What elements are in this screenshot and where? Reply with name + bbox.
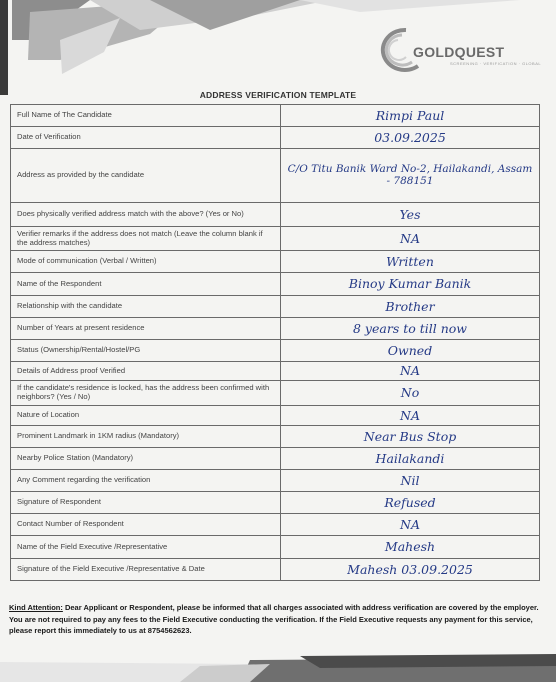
- field-value: Mahesh: [281, 536, 540, 559]
- table-row: [11, 406, 540, 426]
- table-row: [11, 251, 540, 273]
- field-value: Refused: [281, 492, 540, 514]
- field-label: If the candidate's residence is locked, has the address been confirmed with neighbors? (Yes / No): [11, 381, 281, 406]
- field-value: C/O Titu Banik Ward No-2, Hailakandi, Assam - 788151: [281, 149, 540, 203]
- field-value: NA: [281, 362, 540, 381]
- table-row: [11, 470, 540, 492]
- field-label: Signature of the Field Executive /Representative & Date: [11, 559, 281, 581]
- field-value: NA: [281, 227, 540, 251]
- field-label: Verifier remarks if the address does not match (Leave the column blank if the address matches): [11, 227, 281, 251]
- notice-lead: Kind Attention:: [9, 603, 63, 612]
- field-value: Written: [281, 251, 540, 273]
- field-label: Date of Verification: [11, 127, 281, 149]
- field-label: Name of the Respondent: [11, 273, 281, 296]
- field-value: No: [281, 381, 540, 406]
- table-row: [11, 296, 540, 318]
- kind-attention-notice: [9, 602, 547, 637]
- field-value: Mahesh 03.09.2025: [281, 559, 540, 581]
- document-title: ADDRESS VERIFICATION TEMPLATE: [199, 90, 357, 100]
- table-row: [11, 273, 540, 296]
- field-label: Signature of Respondent: [11, 492, 281, 514]
- table-row: [11, 448, 540, 470]
- field-value: 8 years to till now: [281, 318, 540, 340]
- verification-form-table: [10, 104, 540, 581]
- footer-decorative-band: [0, 652, 556, 682]
- field-label: Contact Number of Respondent: [11, 514, 281, 536]
- field-value: Rimpi Paul: [281, 105, 540, 127]
- field-label: Does physically verified address match with the above? (Yes or No): [11, 203, 281, 227]
- field-label: Prominent Landmark in 1KM radius (Mandatory): [11, 426, 281, 448]
- field-value: Nil: [281, 470, 540, 492]
- field-label: Nature of Location: [11, 406, 281, 426]
- field-value: 03.09.2025: [281, 127, 540, 149]
- logo-text: GOLDQUEST: [413, 44, 505, 60]
- field-value: Yes: [281, 203, 540, 227]
- table-row: [11, 514, 540, 536]
- field-label: Number of Years at present residence: [11, 318, 281, 340]
- table-row: [11, 340, 540, 362]
- field-value: NA: [281, 514, 540, 536]
- table-row: [11, 149, 540, 203]
- field-value: Binoy Kumar Banik: [281, 273, 540, 296]
- field-label: Full Name of The Candidate: [11, 105, 281, 127]
- field-label: Name of the Field Executive /Representative: [11, 536, 281, 559]
- field-label: Address as provided by the candidate: [11, 149, 281, 203]
- field-label: Any Comment regarding the verification: [11, 470, 281, 492]
- field-value: Hailakandi: [281, 448, 540, 470]
- field-label: Nearby Police Station (Mandatory): [11, 448, 281, 470]
- table-row: [11, 105, 540, 127]
- table-row: [11, 492, 540, 514]
- table-row: [11, 203, 540, 227]
- table-row: [11, 536, 540, 559]
- field-value: NA: [281, 406, 540, 426]
- table-row: [11, 318, 540, 340]
- table-row: [11, 362, 540, 381]
- field-label: Details of Address proof Verified: [11, 362, 281, 381]
- table-row: [11, 559, 540, 581]
- table-row: [11, 127, 540, 149]
- table-row: [11, 426, 540, 448]
- notice-body: Dear Applicant or Respondent, please be informed that all charges associated with address verification are covered by the employer. You are not required to pay any fees to the Field Executive conducting the verification. If the Field Executive requests any payment for this service, please report this immediately to us at 8754562623.: [9, 603, 539, 636]
- field-value: Owned: [281, 340, 540, 362]
- field-value: Near Bus Stop: [281, 426, 540, 448]
- field-label: Status (Ownership/Rental/Hostel/PG: [11, 340, 281, 362]
- table-row: [11, 381, 540, 406]
- logo-subtext: SCREENING · VERIFICATION · GLOBAL: [450, 61, 542, 66]
- field-label: Mode of communication (Verbal / Written): [11, 251, 281, 273]
- table-row: [11, 227, 540, 251]
- field-value: Brother: [281, 296, 540, 318]
- field-label: Relationship with the candidate: [11, 296, 281, 318]
